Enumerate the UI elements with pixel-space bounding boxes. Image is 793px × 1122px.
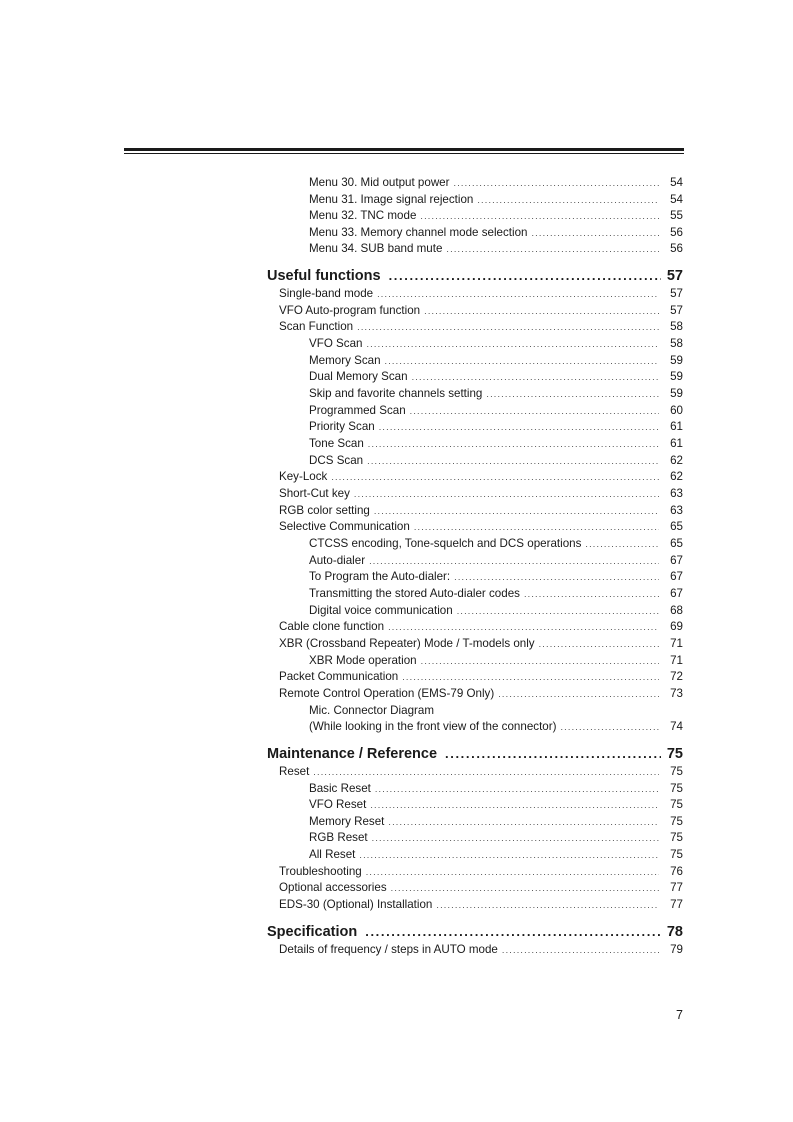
header-rule	[124, 148, 684, 151]
toc-entry[interactable]: Dual Memory Scan ..... 59	[0, 368, 793, 385]
toc-entry-continued[interactable]: Mic. Connector Diagram	[309, 704, 434, 717]
toc-entry[interactable]: Skip and favorite channels setting ..... 59	[0, 385, 793, 402]
toc-entry[interactable]: Transmitting the stored Auto-dialer codes ..... 67	[0, 585, 793, 602]
toc-entry[interactable]: RGB color setting ..... 63	[0, 502, 793, 519]
toc-entry[interactable]: Packet Communication ..... 72	[0, 668, 793, 685]
toc-entry[interactable]: Memory Reset ..... 75	[0, 813, 793, 830]
toc-entry[interactable]: VFO Reset ..... 75	[0, 796, 793, 813]
toc-entry[interactable]: Menu 33. Memory channel mode selection ..... 56	[0, 224, 793, 241]
toc-entry[interactable]: Troubleshooting ..... 76	[0, 863, 793, 880]
toc-entry[interactable]: Menu 32. TNC mode ..... 55	[0, 207, 793, 224]
toc-entry[interactable]: VFO Auto-program function ..... 57	[0, 302, 793, 319]
toc-entry[interactable]: (While looking in the front view of the connector) ..... 74	[0, 718, 793, 735]
toc-entry[interactable]: Remote Control Operation (EMS-79 Only) ..... 73	[0, 685, 793, 702]
toc-entry[interactable]: RGB Reset ..... 75	[0, 829, 793, 846]
toc-entry[interactable]: Digital voice communication ..... 68	[0, 602, 793, 619]
toc-entry[interactable]: Optional accessories ..... 77	[0, 879, 793, 896]
toc-entry[interactable]: Menu 30. Mid output power ..... 54	[0, 174, 793, 191]
toc-entry[interactable]: Programmed Scan ..... 60	[0, 402, 793, 419]
toc-entry[interactable]: To Program the Auto-dialer: ..... 67	[0, 568, 793, 585]
toc-entry[interactable]: VFO Scan ..... 58	[0, 335, 793, 352]
toc-section-heading[interactable]: Specification ..... 78	[0, 921, 793, 943]
toc-entry[interactable]: EDS-30 (Optional) Installation ..... 77	[0, 896, 793, 913]
toc-entry[interactable]: Priority Scan ..... 61	[0, 418, 793, 435]
toc-section-heading[interactable]: Useful functions ..... 57	[0, 265, 793, 287]
header-rule-thin	[124, 153, 684, 154]
toc-entry[interactable]: Selective Communication ..... 65	[0, 518, 793, 535]
page-number: 7	[676, 1008, 683, 1022]
toc-entry[interactable]: Basic Reset ..... 75	[0, 780, 793, 797]
toc-entry[interactable]: DCS Scan ..... 62	[0, 452, 793, 469]
toc-entry[interactable]: Menu 31. Image signal rejection ..... 54	[0, 191, 793, 208]
toc-entry[interactable]: Memory Scan ..... 59	[0, 352, 793, 369]
toc-entry[interactable]: Key-Lock ..... 62	[0, 468, 793, 485]
toc-entry[interactable]: Scan Function ..... 58	[0, 318, 793, 335]
toc-entry[interactable]: Tone Scan ..... 61	[0, 435, 793, 452]
toc-entry[interactable]: All Reset ..... 75	[0, 846, 793, 863]
toc-entry[interactable]: CTCSS encoding, Tone-squelch and DCS operations ..... 65	[0, 535, 793, 552]
toc-entry[interactable]: Short-Cut key ..... 63	[0, 485, 793, 502]
toc-entry[interactable]: Menu 34. SUB band mute ..... 56	[0, 240, 793, 257]
toc-entry[interactable]: Details of frequency / steps in AUTO mode ..... 79	[0, 941, 793, 958]
toc-entry[interactable]: Auto-dialer ..... 67	[0, 552, 793, 569]
toc-entry[interactable]: Single-band mode ..... 57	[0, 285, 793, 302]
toc-entry[interactable]: Reset ..... 75	[0, 763, 793, 780]
toc-section-heading[interactable]: Maintenance / Reference ..... 75	[0, 743, 793, 765]
toc-entry[interactable]: XBR Mode operation ..... 71	[0, 652, 793, 669]
toc-entry[interactable]: Cable clone function ..... 69	[0, 618, 793, 635]
toc-entry[interactable]: XBR (Crossband Repeater) Mode / T-models only ..... 71	[0, 635, 793, 652]
